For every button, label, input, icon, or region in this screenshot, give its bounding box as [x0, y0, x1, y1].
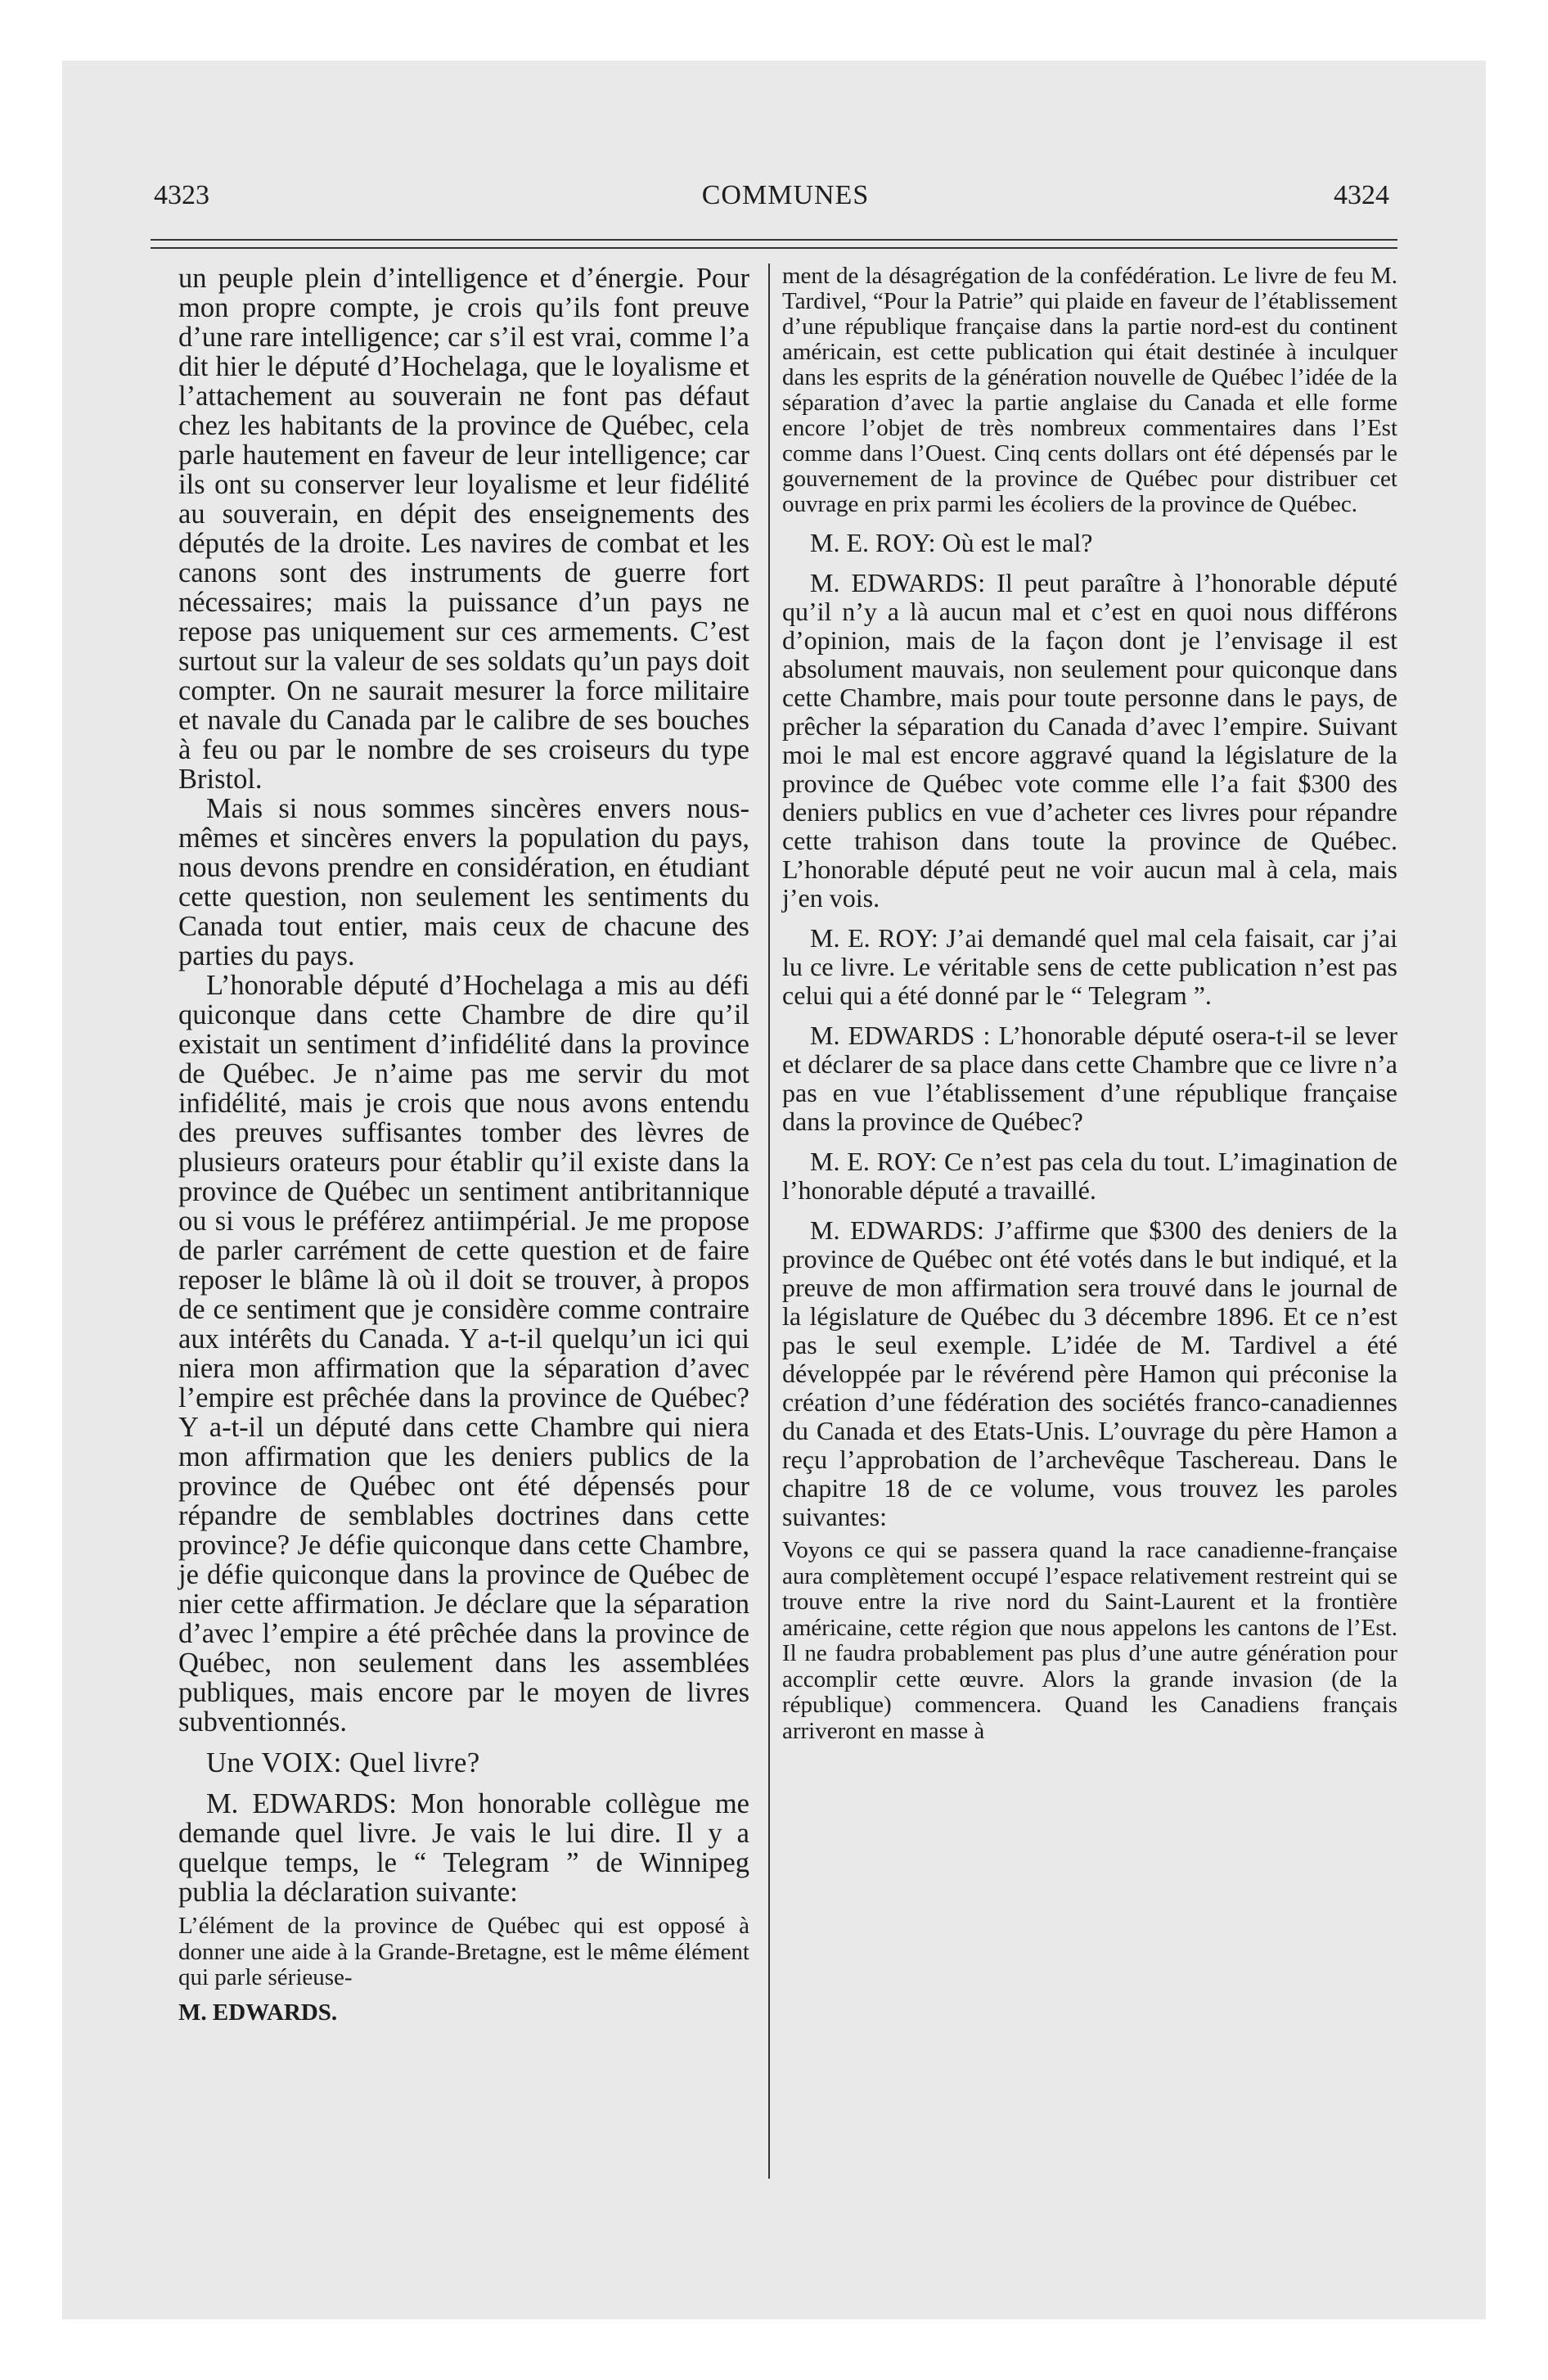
column-divider	[768, 264, 770, 2179]
quoted-declaration: L’élément de la province de Québec qui est opposé à donner une aide à la Grande-Bretagne, est le même élément qui parle sérieuse-	[178, 1913, 749, 1990]
page-number-right: 4324	[1334, 180, 1389, 210]
paragraph: M. EDWARDS: Mon honorable collègue me demande quel livre. Je vais le lui dire. Il y a quelque temps, le “ Telegram ” de Winnipeg publia la déclaration suivante:	[178, 1788, 749, 1908]
quoted-passage: Voyons ce qui se passera quand la race canadienne-française aura complètement occupé l’espace relativement restreint qui se trouve entre la rive nord du Saint-Laurent et la frontière américaine, cette région que nous appelons les cantons de l’Est. Il ne faudra probablement pas plus d’une autre génération pour accomplir cette œuvre. Alors la grande invasion (de la république) commencera. Quand les Canadiens français arriveront en masse à	[782, 1537, 1397, 1744]
paragraph: M. EDWARDS: Il peut paraître à l’honorable député qu’il n’y a là aucun mal et c’est en quoi nous différons d’opinion, mais de la façon dont je l’envisage il est absolument mauvais, non seulement pour quiconque dans cette Chambre, mais pour toute personne dans le pays, de prêcher la séparation du Canada d’avec l’empire. Suivant moi le mal est encore aggravé quand la législature de la province de Québec vote comme elle l’a fait $300 des deniers publics en vue d’acheter ces livres pour répandre cette trahison dans toute la province de Québec. L’honorable député peut ne voir aucun mal à cela, mais j’en vois.	[782, 568, 1397, 913]
paragraph: un peuple plein d’intelligence et d’énergie. Pour mon propre compte, je crois qu’ils font preuve d’une rare intelligence; car s’il est vrai, comme l’a dit hier le député d’Hochelaga, que le loyalisme et l’attachement au souverain ne font pas défaut chez les habitants de la province de Québec, cela parle hautement en faveur de leur intelligence; car ils ont su conserver leur loyalisme et leur fidélité au souverain, en dépit des enseignements des députés de la droite. Les navires de combat et les canons sont des instruments de guerre fort nécessaires; mais la puissance d’un pays ne repose pas uniquement sur ces armements. C’est surtout sur la valeur de ses soldats qu’un pays doit compter. On ne saurait mesurer la force militaire et navale du Canada par le calibre de ses bouches à feu ou par le nombre de ses croiseurs du type Bristol.	[178, 263, 749, 795]
left-column	[178, 264, 749, 2027]
quote-signature: M. EDWARDS.	[178, 1999, 338, 2026]
header-rule	[151, 239, 1397, 241]
paragraph: M. E. ROY: J’ai demandé quel mal cela faisait, car j’ai lu ce livre. Le véritable sens de cette publication n’est pas celui qui a été donné par le “ Telegram ”.	[782, 923, 1397, 1010]
paragraph: L’honorable député d’Hochelaga a mis au défi quiconque dans cette Chambre de dire qu’il existait un sentiment d’infidélité dans la province de Québec. Je n’aime pas me servir du mot infidélité, mais je crois que nous avons entendu des preuves suffisantes tomber des lèvres de plusieurs orateurs pour établir qu’il existe dans la province de Québec un sentiment antibritannique ou si vous le préférez antiimpérial. Je me propose de parler carrément de cette question et de faire reposer le blâme là où il doit se trouver, à propos de ce sentiment que je considère comme contraire aux intérêts du Canada. Y a-t-il quelqu’un ici qui niera mon affirmation que la séparation d’avec l’empire est prêchée dans la province de Québec? Y a-t-il un député dans cette Chambre qui niera mon affirmation que les deniers publics de la province de Québec ont été dépensés pour répandre de semblables doctrines dans cette province? Je défie quiconque dans cette Chambre, je défie quiconque dans la province de Québec de nier cette affirmation. Je déclare que la séparation d’avec l’empire a été prêchée dans la province de Québec, non seulement dans les assemblées publiques, mais encore par le moyen de livres subventionnés.	[178, 970, 749, 1738]
paragraph: M. EDWARDS: J’affirme que $300 des deniers de la province de Québec ont été votés dans le but indiqué, et la preuve de mon affirmation sera trouvé dans le journal de la législature de Québec du 3 décembre 1896. Et ce n’est pas le seul exemple. L’idée de M. Tardivel a été développée par le révérend père Hamon qui préconise la création d’une fédération des sociétés franco-canadiennes du Canada et des Etats-Unis. L’ouvrage du père Hamon a reçu l’approbation de l’archevêque Taschereau. Dans le chapitre 18 de ce volume, vous trouvez les paroles suivantes:	[782, 1215, 1397, 1531]
paragraph: ment de la désagrégation de la confédération. Le livre de feu M. Tardivel, “Pour la Patrie” qui plaide en faveur de l’établissement d’une république française dans la partie nord-est du continent américain, est cette publication qui était destinée à inculquer dans les esprits de la génération nouvelle de Québec l’idée de la séparation d’avec la partie anglaise du Canada et elle forme encore l’objet de très nombreux commentaires dans l’Est comme dans l’Ouest. Cinq cents dollars ont été dépensés par le gouvernement de la province de Québec pour distribuer cet ouvrage en prix parmi les écoliers de la province de Québec.	[782, 263, 1397, 517]
interjection: Une VOIX: Quel livre?	[206, 1747, 480, 1778]
header-rule	[151, 247, 1397, 249]
interjection: M. E. ROY: Où est le mal?	[810, 528, 1093, 557]
paragraph: Mais si nous sommes sincères envers nous-mêmes et sincères envers la population du pays, nous devons prendre en considération, en étudiant cette question, non seulement les sentiments du Canada tout entier, mais ceux de chacune des parties du pays.	[178, 793, 749, 971]
page-number-left: 4323	[154, 180, 209, 210]
right-column	[782, 264, 1397, 1744]
paragraph: M. EDWARDS : L’honorable député osera-t-il se lever et déclarer de sa place dans cette Chambre que ce livre n’a pas en vue l’établissement d’une république française dans la province de Québec?	[782, 1021, 1397, 1136]
running-head: COMMUNES	[701, 180, 870, 210]
paragraph: M. E. ROY: Ce n’est pas cela du tout. L’imagination de l’honorable député a travaillé.	[782, 1147, 1397, 1205]
